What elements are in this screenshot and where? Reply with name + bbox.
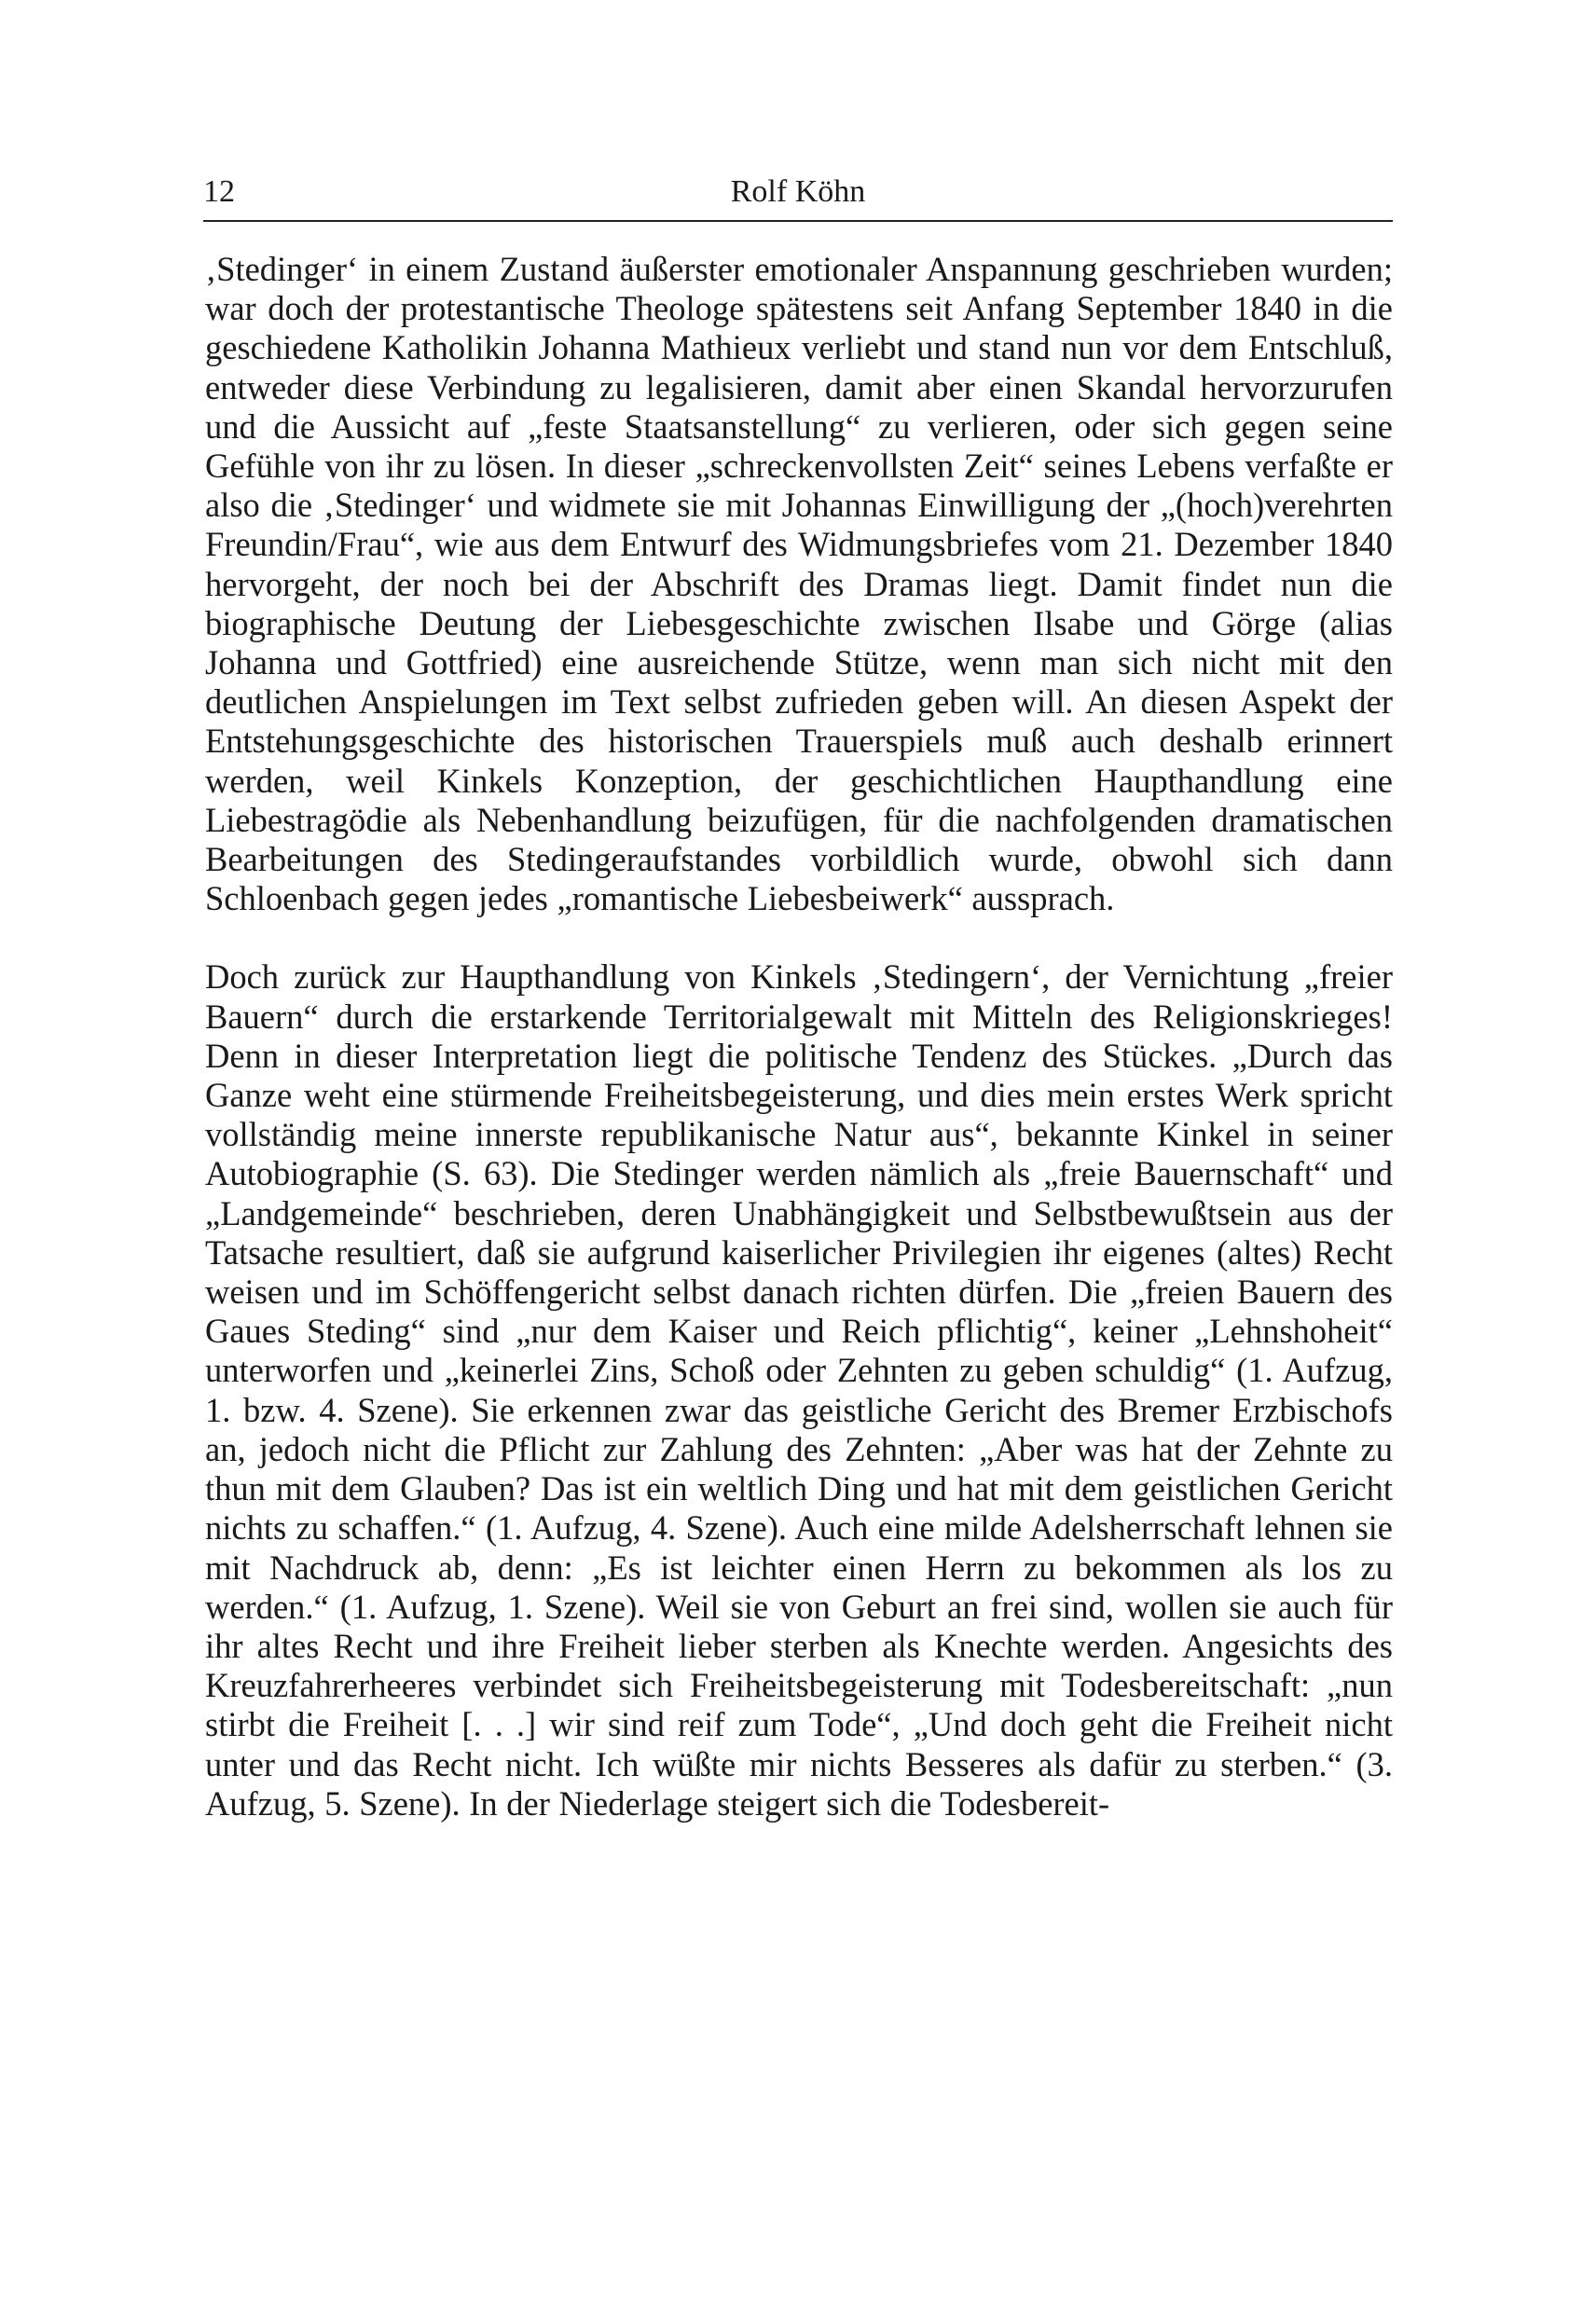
body-text xyxy=(205,250,1393,1823)
header-rule xyxy=(203,220,1393,222)
page-number: 12 xyxy=(203,174,235,209)
paragraph-1: ‚Stedinger‘ in einem Zustand äußerster emotionaler Anspannung geschrieben wurden; war doch der protestantische Theologe spätestens seit Anfang September 1840 in die geschiedene Katholikin Johanna Mathieux verliebt und stand nun vor dem Entschluß, entweder diese Verbindung zu legalisieren, damit aber einen Skandal hervorzurufen und die Aussicht auf „feste Staatsanstellung“ zu verlieren, oder sich gegen seine Gefühle von ihr zu lösen. In dieser „schreckenvollsten Zeit“ seines Lebens verfaßte er also die ‚Stedinger‘ und widmete sie mit Johannas Einwilligung der „(hoch)verehrten Freundin/Frau“, wie aus dem Entwurf des Widmungsbriefes vom 21. Dezember 1840 hervorgeht, der noch bei der Abschrift des Dramas liegt. Damit findet nun die biographische Deutung der Liebesgeschichte zwischen Ilsabe und Görge (alias Johanna und Gottfried) eine ausreichende Stütze, wenn man sich nicht mit den deutlichen Anspielungen im Text selbst zufrieden geben will. An diesen Aspekt der Entstehungsgeschichte des historischen Trauerspiels muß auch deshalb erinnert werden, weil Kinkels Konzeption, der geschichtlichen Haupthandlung eine Liebestragödie als Nebenhandlung beizufügen, für die nachfolgenden dramatischen Bearbeitungen des Stedingeraufstandes vorbildlich wurde, obwohl sich dann Schloenbach gegen jedes „romantische Liebesbeiwerk“ aussprach. xyxy=(205,250,1393,918)
running-head xyxy=(203,170,1393,214)
running-title: Rolf Köhn xyxy=(730,174,866,209)
paragraph-2: Doch zurück zur Haupthandlung von Kinkels ‚Stedingern‘, der Vernichtung „freier Bauern“ durch die erstarkende Territorialgewalt mit Mitteln des Religionskrieges! Denn in dieser Interpretation liegt die politische Tendenz des Stückes. „Durch das Ganze weht eine stürmende Freiheitsbegeisterung, und dies mein erstes Werk spricht vollständig meine innerste republikanische Natur aus“, bekannte Kinkel in seiner Autobiographie (S. 63). Die Stedinger werden nämlich als „freie Bauernschaft“ und „Landgemeinde“ beschrieben, deren Unabhängigkeit und Selbstbewußtsein aus der Tatsache resultiert, daß sie aufgrund kaiserlicher Privilegien ihr eigenes (altes) Recht weisen und im Schöffengericht selbst danach richten dürfen. Die „freien Bauern des Gaues Steding“ sind „nur dem Kaiser und Reich pflichtig“, keiner „Lehnshoheit“ unterworfen und „keinerlei Zins, Schoß oder Zehnten zu geben schuldig“ (1. Aufzug, 1. bzw. 4. Szene). Sie erkennen zwar das geistliche Gericht des Bremer Erzbischofs an, jedoch nicht die Pflicht zur Zahlung des Zehnten: „Aber was hat der Zehnte zu thun mit dem Glauben? Das ist ein weltlich Ding und hat mit dem geistlichen Gericht nichts zu schaffen.“ (1. Aufzug, 4. Szene). Auch eine milde Adelsherrschaft lehnen sie mit Nachdruck ab, denn: „Es ist leichter einen Herrn zu bekommen als los zu werden.“ (1. Aufzug, 1. Szene). Weil sie von Geburt an frei sind, wollen sie auch für ihr altes Recht und ihre Freiheit lieber sterben als Knechte werden. Angesichts des Kreuzfahrerheeres verbindet sich Freiheitsbegeisterung mit Todesbereitschaft: „nun stirbt die Freiheit [. . .] wir sind reif zum Tode“, „Und doch geht die Freiheit nicht unter und das Recht nicht. Ich wüßte mir nichts Besseres als dafür zu sterben.“ (3. Aufzug, 5. Szene). In der Niederlage steigert sich die Todesbereit- xyxy=(205,957,1393,1823)
